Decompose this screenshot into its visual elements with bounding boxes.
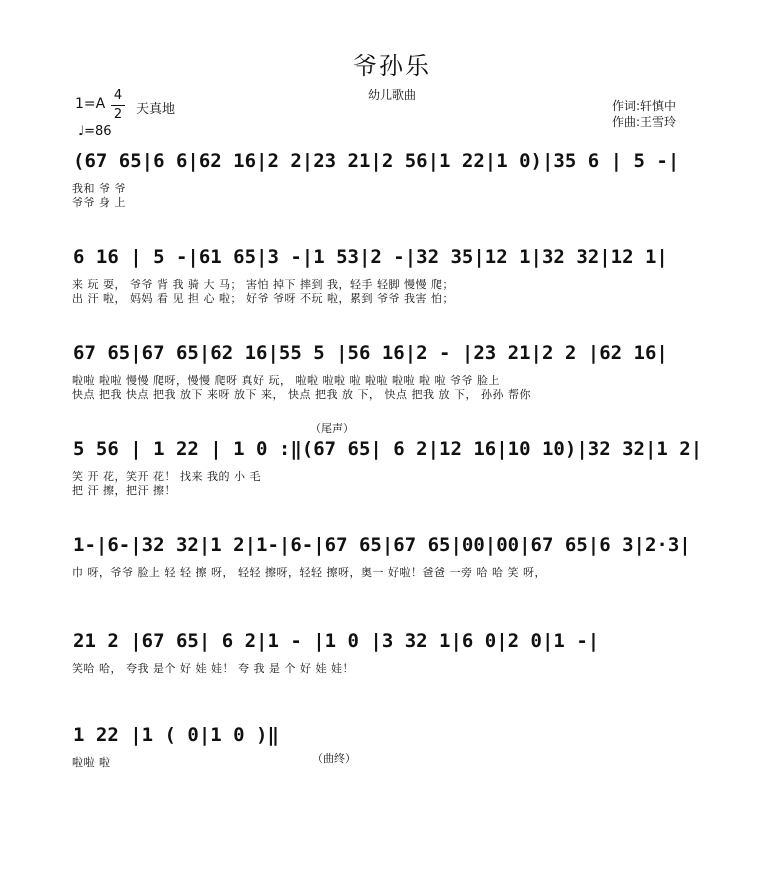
notation-line: 1-|6-|32 32|1 2|1-|6-|67 65|67 65|00|00|67 65|6 3|2·3| — [73, 534, 691, 556]
lyric-line: 笑哈 哈， 夸我 是个 好 娃 娃！ 夸 我 是 个 好 娃 娃！ — [72, 662, 354, 675]
page-title: 爷孙乐 — [353, 52, 431, 80]
lyric-line: 我和 爷 爷 — [72, 182, 126, 195]
lyric-line: 啦啦 啦 — [72, 756, 111, 769]
mood-marking: 天真地 — [136, 102, 176, 117]
lyricist-credit: 作词:轩慎中 — [612, 99, 677, 113]
notation-line: (67 65|6 6|62 16|2 2|23 21|2 56|1 22|1 0)|35 6 | 5 -| — [73, 150, 680, 172]
score-system — [72, 142, 720, 209]
notation-line: 6 16 | 5 -|61 65|3 -|1 53|2 -|32 35|12 1|32 32|12 1| — [73, 246, 668, 268]
score-system — [72, 622, 720, 675]
lyric-line: 爷爷 身 上 — [72, 196, 126, 209]
composer-credit: 作曲:王雪玲 — [612, 115, 677, 129]
key-signature: 1=A — [75, 96, 106, 112]
time-bottom: 2 — [113, 107, 123, 122]
notation-line: 1 22 |1 ( 0|1 0 )‖ — [73, 724, 279, 746]
notation-line: 21 2 |67 65| 6 2|1 - |1 0 |3 32 1|6 0|2 0|1 -| — [73, 630, 600, 652]
lyric-line: 快点 把我 快点 把我 放下 来呀 放下 来， 快点 把我 放 下， 快点 把我 放 下， 孙孙 帮你 — [72, 388, 531, 401]
score-system — [72, 430, 720, 497]
tempo-marking: ♩=86 — [78, 124, 112, 139]
score-system — [72, 238, 720, 305]
score-system — [72, 526, 720, 579]
lyric-line: 啦啦 啦啦 慢慢 爬呀，慢慢 爬呀 真好 玩， 啦啦 啦啦 啦 啦啦 啦啦 啦 啦 爷爷 脸上 — [72, 374, 500, 387]
lyric-line: 笑 开 花，笑开 花！ 找来 我的 小 毛 — [72, 470, 261, 483]
lyric-line: 把 汗 擦，把汗 擦！ — [72, 484, 176, 497]
lyric-line: 出 汗 啦， 妈妈 看 见 担 心 啦； 好爷 爷呀 不玩 啦，累到 爷爷 我害 怕； — [72, 292, 454, 305]
notation-line: 5 56 | 1 22 | 1 0 :‖(67 65| 6 2|12 16|10 10)|32 32|1 2| — [73, 438, 703, 460]
notation-line: 67 65|67 65|62 16|55 5 |56 16|2 - |23 21|2 2 |62 16| — [73, 342, 668, 364]
lyric-line: 来 玩 耍， 爷爷 背 我 骑 大 马； 害怕 掉下 摔到 我，轻手 轻脚 慢慢 爬； — [72, 278, 454, 291]
score-system — [72, 334, 720, 401]
lyric-line: 巾 呀，爷爷 脸上 轻 轻 擦 呀， 轻轻 擦呀，轻轻 擦呀，奥一 好啦！爸爸 一旁 哈 哈 笑 呀， — [72, 566, 546, 579]
page-subtitle: 幼儿歌曲 — [367, 88, 416, 102]
time-top: 4 — [113, 88, 123, 103]
end-mark: （曲终） — [312, 752, 356, 765]
coda-mark: （尾声） — [310, 422, 354, 435]
